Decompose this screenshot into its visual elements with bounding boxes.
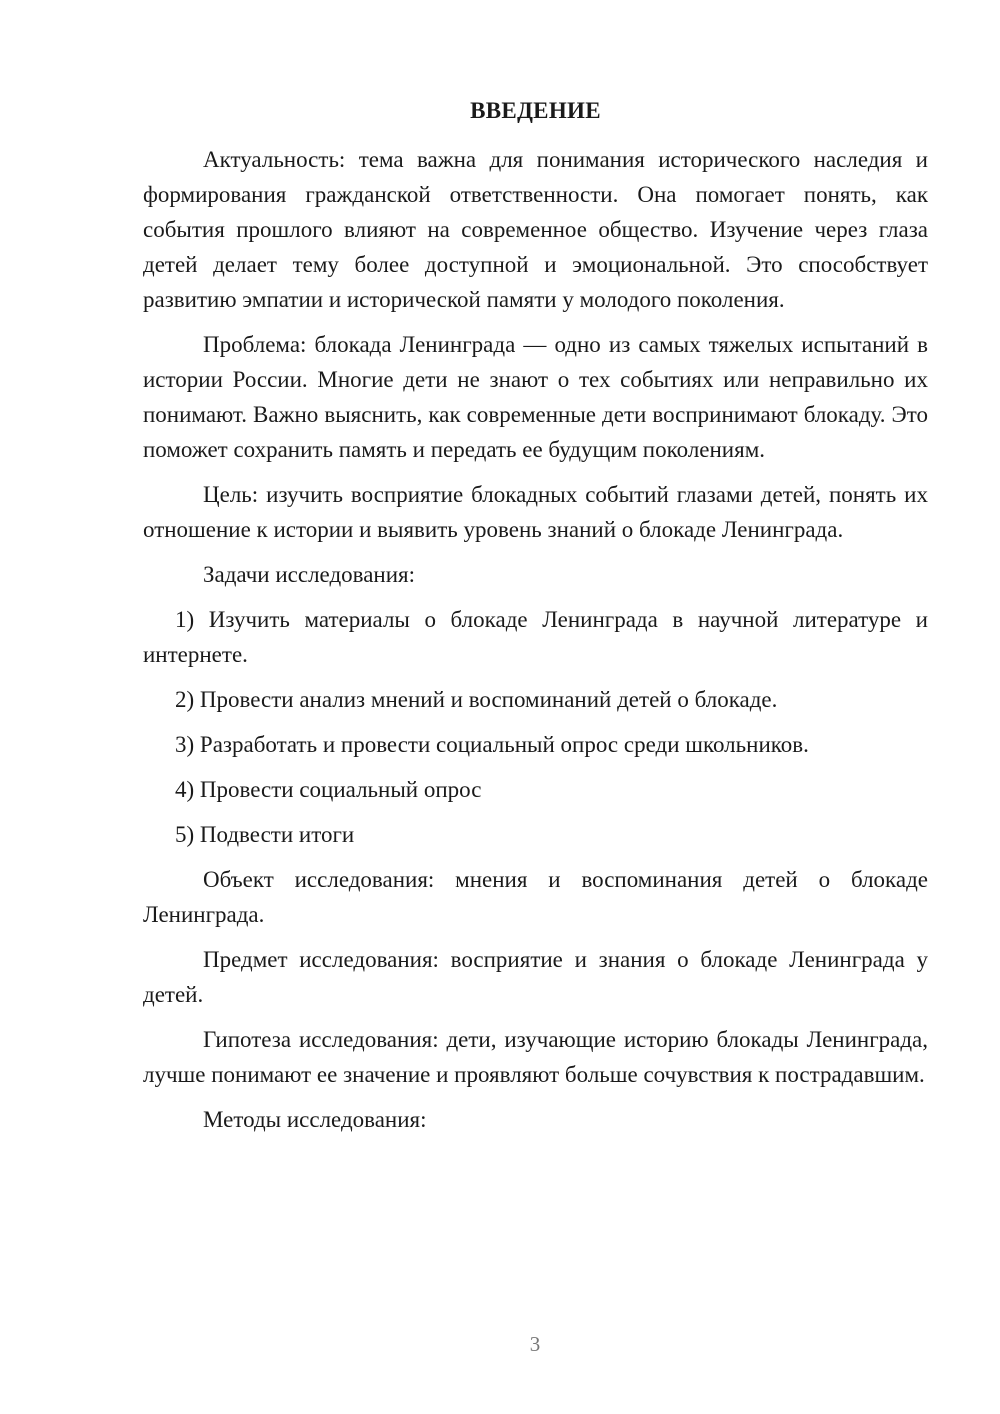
methods-heading: Методы исследования: <box>203 1107 427 1132</box>
task-item-5: 5) Подвести итоги <box>175 822 355 847</box>
goal-paragraph: Цель: изучить восприятие блокадных событий глазами детей, понять их отношение к истории и выявить уровень знаний о блокаде Ленинграда. <box>143 482 928 542</box>
subject-paragraph: Предмет исследования: восприятие и знания о блокаде Ленинграда у детей. <box>143 947 928 1007</box>
task-item-3: 3) Разработать и провести социальный опрос среди школьников. <box>175 732 809 757</box>
problem-paragraph: Проблема: блокада Ленинграда — одно из самых тяжелых испытаний в истории России. Многие дети не знают о тех событиях или неправильно их понимают. Важно выяснить, как современные дети воспринимают блокаду. Это поможет сохранить память и передать ее будущим поколениям. <box>143 332 928 462</box>
task-item-1: 1) Изучить материалы о блокаде Ленинграда в научной литературе и интернете. <box>143 607 928 667</box>
object-paragraph: Объект исследования: мнения и воспоминания детей о блокаде Ленинграда. <box>143 867 928 927</box>
task-item-4: 4) Провести социальный опрос <box>175 777 482 802</box>
section-title: ВВЕДЕНИЕ <box>470 98 601 123</box>
relevance-paragraph: Актуальность: тема важна для понимания исторического наследия и формирования гражданской ответственности. Она помогает понять, как события прошлого влияют на современное общество. Изучение через глаза детей делает тему более доступной и эмоциональной. Это способствует развитию эмпатии и исторической памяти у молодого поколения. <box>143 147 928 312</box>
task-item-2: 2) Провести анализ мнений и воспоминаний детей о блокаде. <box>175 687 778 712</box>
document-page <box>143 95 928 1137</box>
hypothesis-paragraph: Гипотеза исследования: дети, изучающие историю блокады Ленинграда, лучше понимают ее значение и проявляют больше сочувствия к пострадавшим. <box>143 1027 928 1087</box>
page-number: 3 <box>529 1332 541 1356</box>
tasks-heading: Задачи исследования: <box>203 562 416 587</box>
